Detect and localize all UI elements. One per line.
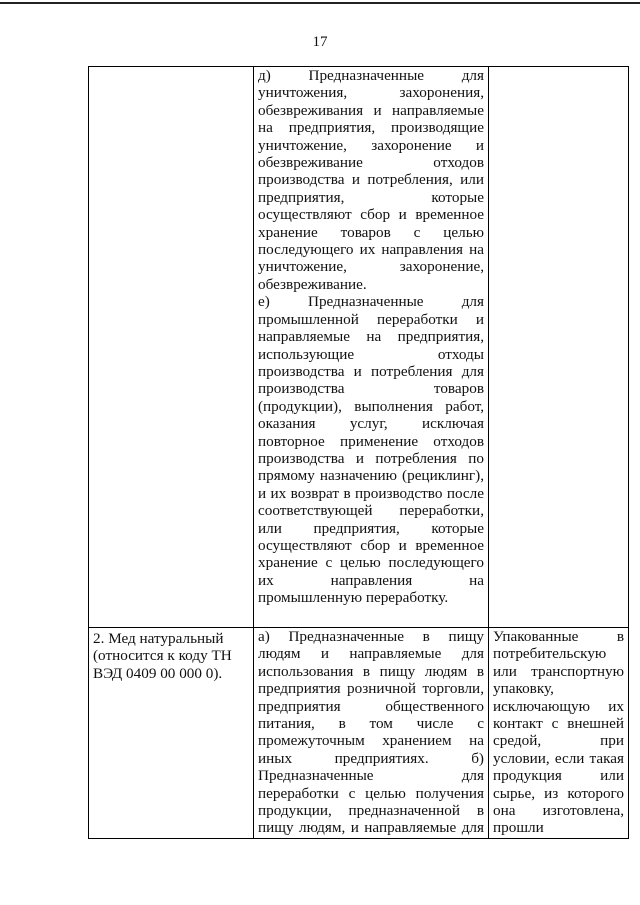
purpose-e-ending: промышленную переработку. xyxy=(258,589,449,607)
table-row xyxy=(89,628,629,839)
top-border-line xyxy=(0,2,640,4)
row1-purpose-cell xyxy=(254,67,489,628)
purpose-e-text: е) Предназначенные для промышленной переработки и направляемые на предприятия, использующие отходы производства и потребления для производства товаров (продукции), выполнения работ, оказания услуг, исключая повторное применение отходов производства и потребления по прямому назначению (рециклинг), и их возврат в производство после соответствующей переработки, или предприятия, которые осуществляют сбор и временное хранение с целью последующего их направления на xyxy=(258,293,484,589)
purpose-d-text: д) Предназначенные для уничтожения, захоронения, обезвреживания и направляемые на предприятия, производящие уничтожение, захоронение и обезвреживание отходов производства и потребления, или предприятия, которые осуществляют сбор и временное хранение товаров с целью последующего их направления на уничтожение, захоронение, xyxy=(258,67,484,276)
purpose-a-b-text: а) Предназначенные в пищу людям и направляемые для использования в пищу людям в предприятия розничной торговли, предприятия общественного питания, в том числе с промежуточным хранением на иных предприятиях. б) Предназначенные для переработки с целью получения продукции, предназначенной в пищу людям, и направляемые для xyxy=(258,628,484,837)
table-row xyxy=(89,67,629,628)
condition-text: Упакованные в потребительскую или транспортную упаковку, исключающую их контакт с внешней средой, при условии, если такая продукция или сырье, из которого она изготовлена, прошли xyxy=(493,628,624,837)
product-name-text: 2. Мед натуральный (относится к коду ТН ВЭД 0409 00 000 0). xyxy=(93,630,232,682)
purpose-d-ending: обезвреживание. xyxy=(258,275,367,293)
row2-condition-cell xyxy=(489,628,629,839)
document-table xyxy=(88,66,629,839)
row2-product-cell xyxy=(89,628,254,839)
row1-product-cell xyxy=(89,67,254,628)
page-number: 17 xyxy=(312,34,328,50)
row1-condition-cell xyxy=(489,67,629,628)
row2-purpose-cell xyxy=(254,628,489,839)
